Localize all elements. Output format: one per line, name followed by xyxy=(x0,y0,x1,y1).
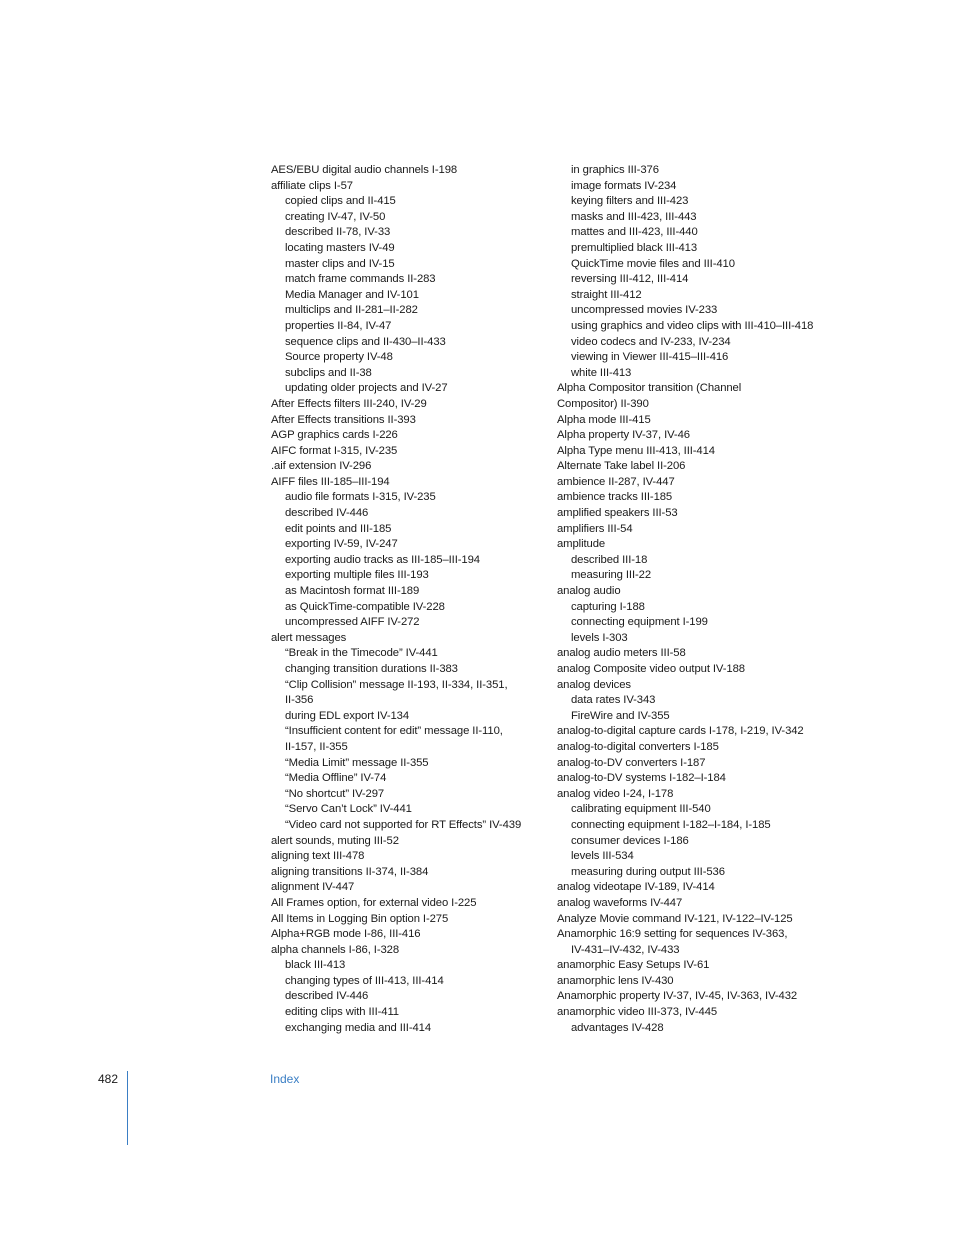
index-subentry: measuring during output III-536 xyxy=(571,865,725,878)
index-entry: Anamorphic 16:9 setting for sequences IV-363, xyxy=(557,928,788,941)
index-subentry: image formats IV-234 xyxy=(571,179,677,192)
index-subentry: measuring III-22 xyxy=(571,569,652,582)
index-entry: Alpha Type menu III-413, III-414 xyxy=(557,444,715,457)
index-subentry: capturing I-188 xyxy=(571,600,645,613)
footer-divider xyxy=(127,1071,128,1145)
index-subentry: as Macintosh format III-189 xyxy=(285,585,420,598)
index-subentry: updating older projects and IV-27 xyxy=(285,382,448,395)
index-subentry: connecting equipment I-182–I-184, I-185 xyxy=(571,818,771,831)
index-entry: analog-to-digital capture cards I-178, I-219, IV-342 xyxy=(557,725,804,738)
index-subentry: “Servo Can’t Lock” IV-441 xyxy=(285,803,412,816)
index-entry: IV-431–IV-432, IV-433 xyxy=(571,943,680,956)
index-entry: analog-to-DV systems I-182–I-184 xyxy=(557,772,726,785)
index-subentry: keying filters and III-423 xyxy=(571,195,689,208)
index-subentry: during EDL export IV-134 xyxy=(285,709,410,722)
index-entry: Analyze Movie command IV-121, IV-122–IV-125 xyxy=(557,912,793,925)
index-entry: AIFC format I-315, IV-235 xyxy=(271,444,398,457)
index-entry: analog audio xyxy=(557,585,621,598)
index-subentry: advantages IV-428 xyxy=(571,1021,664,1034)
index-subentry: “Insufficient content for edit” message II-110, xyxy=(285,725,503,738)
index-entry: Alpha mode III-415 xyxy=(557,413,651,426)
index-entry: ambience tracks III-185 xyxy=(557,491,673,504)
index-entry: AIFF files III-185–III-194 xyxy=(271,475,390,488)
index-subentry: uncompressed AIFF IV-272 xyxy=(285,616,420,629)
index-entry: Alpha property IV-37, IV-46 xyxy=(557,429,690,442)
index-subentry: exporting multiple files III-193 xyxy=(285,569,429,582)
index-subentry: reversing III-412, III-414 xyxy=(571,273,689,286)
index-entry: analog-to-digital converters I-185 xyxy=(557,740,719,753)
index-entry: alert sounds, muting III-52 xyxy=(271,834,399,847)
index-entry: All Items in Logging Bin option I-275 xyxy=(271,912,449,925)
index-entry: Alpha Compositor transition (Channel xyxy=(557,382,742,395)
index-entry: All Frames option, for external video I-225 xyxy=(271,896,477,909)
index-subentry: in graphics III-376 xyxy=(571,164,659,176)
index-entry: alpha channels I-86, I-328 xyxy=(271,943,400,956)
index-subentry: multiclips and II-281–II-282 xyxy=(285,304,418,317)
index-subentry: sequence clips and II-430–II-433 xyxy=(285,335,446,348)
index-entry: ambience II-287, IV-447 xyxy=(557,475,675,488)
index-entry: anamorphic lens IV-430 xyxy=(557,974,674,987)
index-column-right xyxy=(557,163,837,1036)
index-subentry: subclips and II-38 xyxy=(285,366,372,379)
index-entry: analog audio meters III-58 xyxy=(557,647,686,660)
index-entry: amplified speakers III-53 xyxy=(557,507,678,520)
index-subentry: levels III-534 xyxy=(571,850,634,863)
footer-section-title: Index xyxy=(270,1072,300,1086)
index-subentry: match frame commands II-283 xyxy=(285,273,436,286)
index-subentry: “No shortcut” IV-297 xyxy=(285,787,385,800)
index-subentry: described IV-446 xyxy=(285,990,369,1003)
index-entry: aligning transitions II-374, II-384 xyxy=(271,865,429,878)
index-subentry: editing clips with III-411 xyxy=(285,1006,399,1019)
page-number: 482 xyxy=(98,1072,119,1086)
index-subentry: masks and III-423, III-443 xyxy=(571,210,697,223)
index-subentry: locating masters IV-49 xyxy=(285,241,395,254)
index-subentry: uncompressed movies IV-233 xyxy=(571,304,718,317)
index-entry: Anamorphic property IV-37, IV-45, IV-363, IV-432 xyxy=(557,990,798,1003)
index-entry: alignment IV-447 xyxy=(271,881,355,894)
index-entry: analog-to-DV converters I-187 xyxy=(557,756,706,769)
index-subentry: edit points and III-185 xyxy=(285,522,392,535)
index-subentry: master clips and IV-15 xyxy=(285,257,395,270)
index-subentry: Source property IV-48 xyxy=(285,351,393,364)
index-subentry: exchanging media and III-414 xyxy=(285,1021,432,1034)
index-entry: Alternate Take label II-206 xyxy=(557,460,686,473)
index-subentry: “Media Limit” message II-355 xyxy=(285,756,429,769)
index-subentry: properties II-84, IV-47 xyxy=(285,319,392,332)
index-entry: .aif extension IV-296 xyxy=(271,460,372,473)
index-subentry: mattes and III-423, III-440 xyxy=(571,226,698,239)
index-subentry: straight III-412 xyxy=(571,288,642,301)
index-subentry: “Break in the Timecode” IV-441 xyxy=(285,647,438,660)
index-entry: aligning text III-478 xyxy=(271,850,365,863)
index-entry: analog videotape IV-189, IV-414 xyxy=(557,881,715,894)
index-subentry: as QuickTime-compatible IV-228 xyxy=(285,600,445,613)
index-subentry: data rates IV-343 xyxy=(571,694,656,707)
index-entry: Compositor) II-390 xyxy=(557,397,649,410)
index-entry: analog Composite video output IV-188 xyxy=(557,663,745,675)
index-entry: After Effects transitions II-393 xyxy=(271,413,416,426)
index-entry: affiliate clips I-57 xyxy=(271,179,353,192)
index-entry: AGP graphics cards I-226 xyxy=(271,429,398,442)
index-subentry: “Media Offline” IV-74 xyxy=(285,772,387,785)
index-entry: After Effects filters III-240, IV-29 xyxy=(271,397,427,410)
index-entry: alert messages xyxy=(271,631,347,644)
index-subentry: Media Manager and IV-101 xyxy=(285,288,419,301)
index-entry: analog devices xyxy=(557,678,631,691)
index-subentry: audio file formats I-315, IV-235 xyxy=(285,491,436,504)
index-entry: AES/EBU digital audio channels I-198 xyxy=(271,164,458,176)
index-subentry: copied clips and II-415 xyxy=(285,195,396,208)
index-subentry: creating IV-47, IV-50 xyxy=(285,210,386,223)
index-entry: Alpha+RGB mode I-86, III-416 xyxy=(271,928,421,941)
index-subentry: II-157, II-355 xyxy=(285,740,348,753)
index-entry: analog video I-24, I-178 xyxy=(557,787,674,800)
index-subentry: QuickTime movie files and III-410 xyxy=(571,257,735,270)
index-subentry: connecting equipment I-199 xyxy=(571,616,708,629)
index-entry: amplifiers III-54 xyxy=(557,522,633,535)
index-subentry: FireWire and IV-355 xyxy=(571,709,670,722)
index-subentry: exporting IV-59, IV-247 xyxy=(285,538,398,551)
index-subentry: premultiplied black III-413 xyxy=(571,241,698,254)
index-subentry: black III-413 xyxy=(285,959,346,972)
index-subentry: changing transition durations II-383 xyxy=(285,663,458,675)
index-entry: anamorphic video III-373, IV-445 xyxy=(557,1006,718,1019)
index-entry: anamorphic Easy Setups IV-61 xyxy=(557,959,710,972)
index-column-left xyxy=(271,163,546,1036)
index-subentry: described III-18 xyxy=(571,553,648,566)
index-subentry: described IV-446 xyxy=(285,507,369,520)
index-subentry: viewing in Viewer III-415–III-416 xyxy=(571,351,729,364)
index-subentry: calibrating equipment III-540 xyxy=(571,803,711,816)
index-subentry: changing types of III-413, III-414 xyxy=(285,974,444,987)
index-subentry: using graphics and video clips with III-410–III-418 xyxy=(571,319,814,332)
index-subentry: described II-78, IV-33 xyxy=(285,226,391,239)
index-subentry: video codecs and IV-233, IV-234 xyxy=(571,335,731,348)
index-subentry: “Video card not supported for RT Effects” IV-439 xyxy=(285,818,522,831)
index-subentry: “Clip Collision” message II-193, II-334, II-351, xyxy=(285,678,508,691)
index-subentry: levels I-303 xyxy=(571,631,628,644)
index-subentry: consumer devices I-186 xyxy=(571,834,689,847)
index-entry: amplitude xyxy=(557,538,606,551)
index-entry: analog waveforms IV-447 xyxy=(557,896,683,909)
index-subentry: II-356 xyxy=(285,694,314,707)
index-subentry: exporting audio tracks as III-185–III-194 xyxy=(285,553,480,566)
index-subentry: white III-413 xyxy=(571,366,632,379)
